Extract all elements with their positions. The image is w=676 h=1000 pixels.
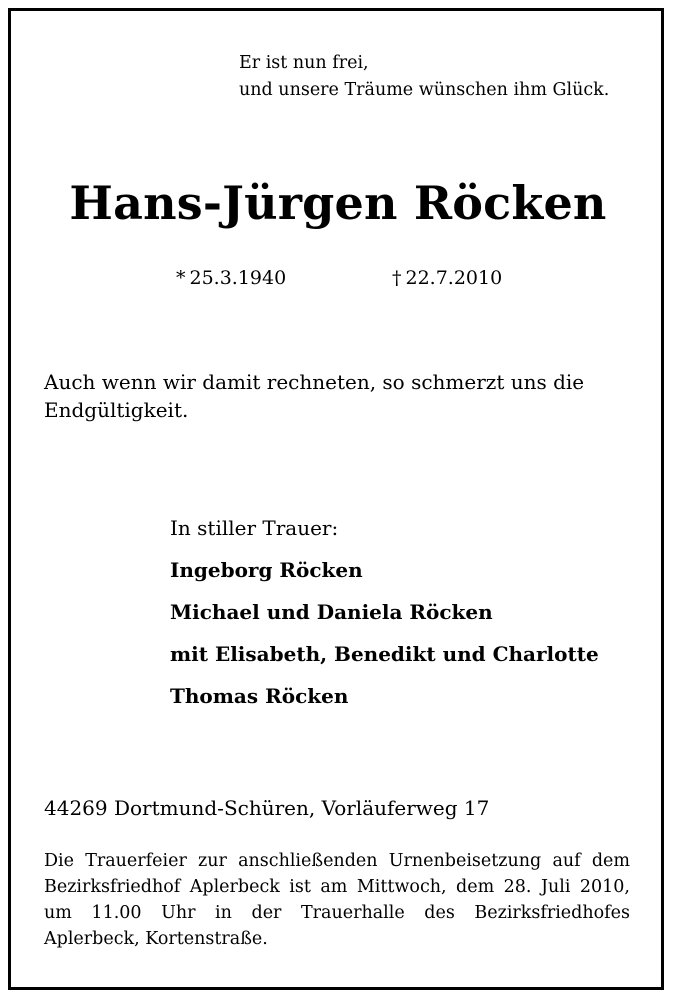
family-address: 44269 Dortmund-Schüren, Vorläuferweg 17 xyxy=(44,796,490,820)
death-date-value: 22.7.2010 xyxy=(405,267,503,289)
mourner-name: Ingeborg Röcken xyxy=(170,558,363,582)
birth-date-value: 25.3.1940 xyxy=(189,267,287,289)
notice-line: Bezirksfriedhof Aplerbeck ist am Mittwoch, dem 28. Juli 2010, xyxy=(44,877,630,897)
obituary-frame xyxy=(8,8,664,990)
motto-line: und unsere Träume wünschen ihm Glück. xyxy=(239,80,610,100)
quote xyxy=(44,368,584,424)
funeral-notice xyxy=(44,848,630,952)
notice-line: um 11.00 Uhr in der Trauerhalle des Bezirksfriedhofes xyxy=(44,903,630,923)
motto-line: Er ist nun frei, xyxy=(239,53,369,73)
notice-line: Aplerbeck, Kortenstraße. xyxy=(44,929,268,949)
birth-date xyxy=(176,267,286,289)
mourner-name: mit Elisabeth, Benedikt und Charlotte xyxy=(170,642,599,666)
mourner-name: Michael und Daniela Röcken xyxy=(170,600,493,624)
mourner-name: Thomas Röcken xyxy=(170,684,349,708)
notice-line: Die Trauerfeier zur anschließenden Urnenbeisetzung auf dem xyxy=(44,851,630,871)
birth-star-icon: * xyxy=(176,267,186,289)
death-cross-icon: † xyxy=(392,267,402,289)
deceased-name: Hans-Jürgen Röcken xyxy=(69,176,607,230)
death-date xyxy=(392,267,502,289)
quote-line: Endgültigkeit. xyxy=(44,398,189,422)
motto xyxy=(239,50,609,104)
quote-line: Auch wenn wir damit rechneten, so schmerzt uns die xyxy=(44,370,585,394)
mourners-heading: In stiller Trauer: xyxy=(170,516,339,540)
